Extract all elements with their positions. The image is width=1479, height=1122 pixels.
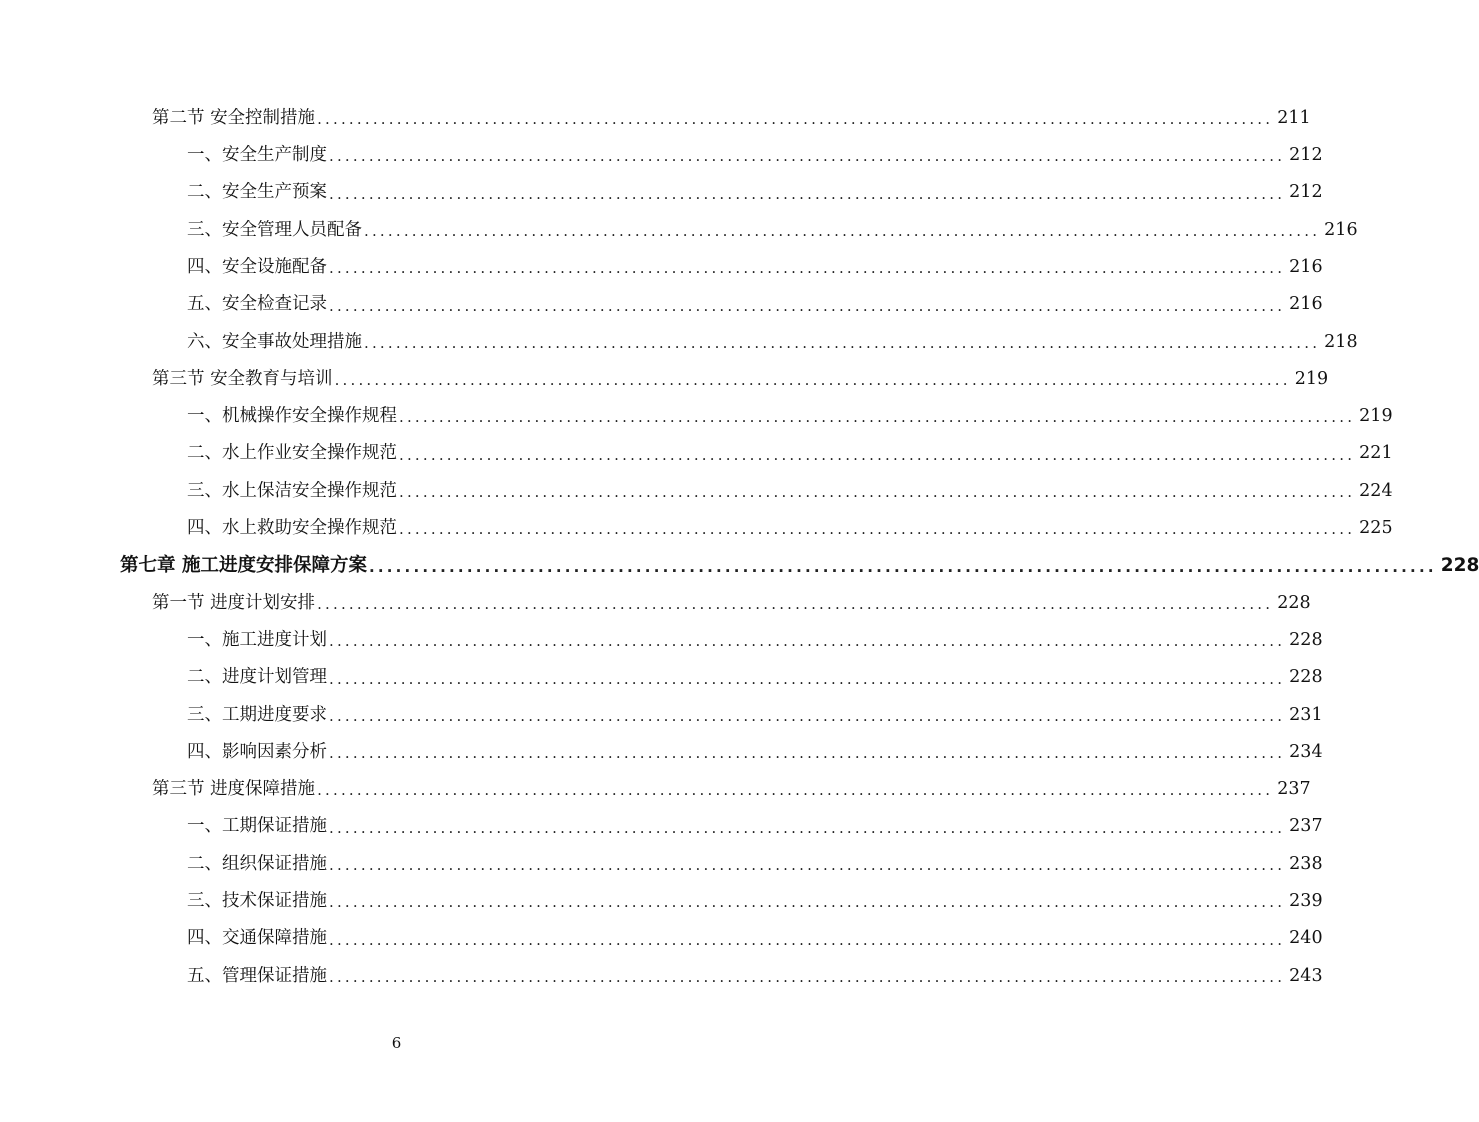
toc-entry-title: 三、安全管理人员配备 [187, 219, 362, 240]
toc-entry-title: 四、水上救助安全操作规范 [187, 518, 397, 539]
toc-entry-page: 228 [1440, 554, 1479, 576]
toc-entry-title: 二、组织保证措施 [187, 853, 327, 874]
toc-entry-page: 218 [1324, 331, 1358, 352]
toc-entry-page: 221 [1359, 443, 1393, 464]
dot-leader: ........................................................................................................................ [399, 520, 1356, 539]
toc-entry-item[interactable] [187, 622, 1323, 659]
dot-leader: ........................................................................................................................ [329, 930, 1286, 949]
toc-entry-page: 237 [1277, 779, 1311, 800]
dot-leader: ........................................................................................................................ [329, 818, 1286, 837]
dot-leader: ........................................................................................................................ [399, 483, 1356, 501]
toc-entry-page: 216 [1289, 294, 1323, 315]
dot-leader: ........................................................................................................................ [364, 221, 1321, 240]
toc-entry-page: 228 [1289, 667, 1323, 688]
dot-leader: ........................................................................................................................ [368, 557, 1437, 576]
toc-entry-title: 第三节 安全教育与培训 [152, 368, 333, 389]
dot-leader: ........................................................................................................................ [399, 445, 1356, 464]
toc-entry-item[interactable] [187, 958, 1323, 995]
dot-leader: ........................................................................................................................ [317, 594, 1274, 613]
toc-entry-title: 一、安全生产制度 [187, 145, 327, 166]
toc-entry-title: 四、交通保障措施 [187, 928, 327, 949]
toc-entry-page: 243 [1289, 965, 1323, 986]
dot-leader: ........................................................................................................................ [329, 296, 1286, 315]
page-number: 6 [391, 1034, 402, 1052]
toc-entry-item[interactable] [187, 436, 1393, 473]
toc-entry-page: 224 [1359, 480, 1393, 501]
dot-leader: ........................................................................................................................ [329, 147, 1286, 166]
toc-entry-title: 四、安全设施配备 [187, 256, 327, 277]
toc-entry-section[interactable] [152, 100, 1311, 137]
toc-entry-section[interactable] [152, 361, 1329, 398]
toc-entry-title: 二、安全生产预案 [187, 182, 327, 203]
toc-entry-page: 238 [1289, 853, 1323, 874]
toc-entry-title: 三、技术保证措施 [187, 891, 327, 912]
dot-leader: ........................................................................................................................ [329, 184, 1286, 203]
toc-entry-item[interactable] [187, 697, 1323, 734]
toc-entry-item[interactable] [187, 175, 1323, 212]
dot-leader: ........................................................................................................................ [334, 371, 1291, 390]
toc-entry-item[interactable] [187, 846, 1323, 883]
toc-entry-title: 二、进度计划管理 [187, 667, 327, 688]
toc-entry-section[interactable] [152, 771, 1311, 808]
dot-leader: ........................................................................................................................ [317, 781, 1274, 800]
toc-entry-title: 一、机械操作安全操作规程 [187, 406, 397, 427]
toc-entry-title: 五、安全检查记录 [187, 294, 327, 315]
toc-entry-page: 225 [1359, 518, 1393, 539]
toc-entry-title: 一、工期保证措施 [187, 816, 327, 837]
dot-leader: ........................................................................................................................ [329, 259, 1286, 278]
toc-entry-title: 三、水上保洁安全操作规范 [187, 480, 397, 501]
dot-leader: ........................................................................................................................ [329, 856, 1286, 874]
toc-entry-page: 212 [1289, 145, 1323, 166]
dot-leader: ........................................................................................................................ [329, 669, 1286, 688]
toc-entry-page: 212 [1289, 182, 1323, 203]
toc-entry-page: 234 [1289, 741, 1323, 762]
toc-entry-page: 240 [1289, 928, 1323, 949]
dot-leader: ........................................................................................................................ [329, 632, 1286, 651]
toc-entry-title: 五、管理保证措施 [187, 965, 327, 986]
dot-leader: ........................................................................................................................ [329, 893, 1286, 912]
toc-entry-page: 228 [1289, 629, 1323, 650]
toc-entry-page: 239 [1289, 891, 1323, 912]
toc-entry-item[interactable] [187, 324, 1358, 361]
toc-entry-title: 六、安全事故处理措施 [187, 331, 362, 352]
toc-entry-page: 216 [1289, 256, 1323, 277]
dot-leader: ........................................................................................................................ [364, 333, 1321, 352]
toc-entry-section[interactable] [152, 585, 1311, 622]
toc-entry-title: 一、施工进度计划 [187, 629, 327, 650]
dot-leader: ........................................................................................................................ [329, 706, 1286, 725]
toc-entry-title: 第三节 进度保障措施 [152, 779, 316, 800]
toc-entry-item[interactable] [187, 510, 1393, 547]
toc-entry-page: 231 [1289, 704, 1323, 725]
toc-entry-page: 211 [1277, 107, 1311, 128]
toc-entry-title: 第七章 施工进度安排保障方案 [120, 554, 367, 576]
toc-entry-title: 第一节 进度计划安排 [152, 592, 316, 613]
toc-entry-chapter[interactable] [120, 548, 1479, 585]
toc-entry-page: 219 [1359, 406, 1393, 427]
toc-entry-item[interactable] [187, 734, 1323, 771]
toc-entry-page: 216 [1324, 219, 1358, 240]
dot-leader: ........................................................................................................................ [317, 110, 1274, 128]
toc-entry-item[interactable] [187, 883, 1323, 920]
toc-entry-title: 三、工期进度要求 [187, 704, 327, 725]
toc-entry-item[interactable] [187, 398, 1393, 435]
toc-entry-title: 四、影响因素分析 [187, 741, 327, 762]
toc-entry-page: 219 [1294, 368, 1329, 389]
toc-entry-item[interactable] [187, 921, 1323, 958]
toc-entry-item[interactable] [187, 809, 1323, 846]
toc-entry-title: 第二节 安全控制措施 [152, 107, 316, 128]
toc-entry-title: 二、水上作业安全操作规范 [187, 443, 397, 464]
toc-entry-item[interactable] [187, 287, 1323, 324]
toc-entry-page: 228 [1277, 592, 1311, 613]
toc-entry-item[interactable] [187, 137, 1323, 174]
toc-entry-item[interactable] [187, 249, 1323, 286]
toc-entry-item[interactable] [187, 660, 1323, 697]
toc-entry-page: 237 [1289, 816, 1323, 837]
dot-leader: ........................................................................................................................ [329, 744, 1286, 763]
dot-leader: ........................................................................................................................ [399, 408, 1356, 427]
dot-leader: ........................................................................................................................ [329, 967, 1286, 986]
toc-entry-item[interactable] [187, 473, 1393, 510]
toc-entry-item[interactable] [187, 212, 1358, 249]
